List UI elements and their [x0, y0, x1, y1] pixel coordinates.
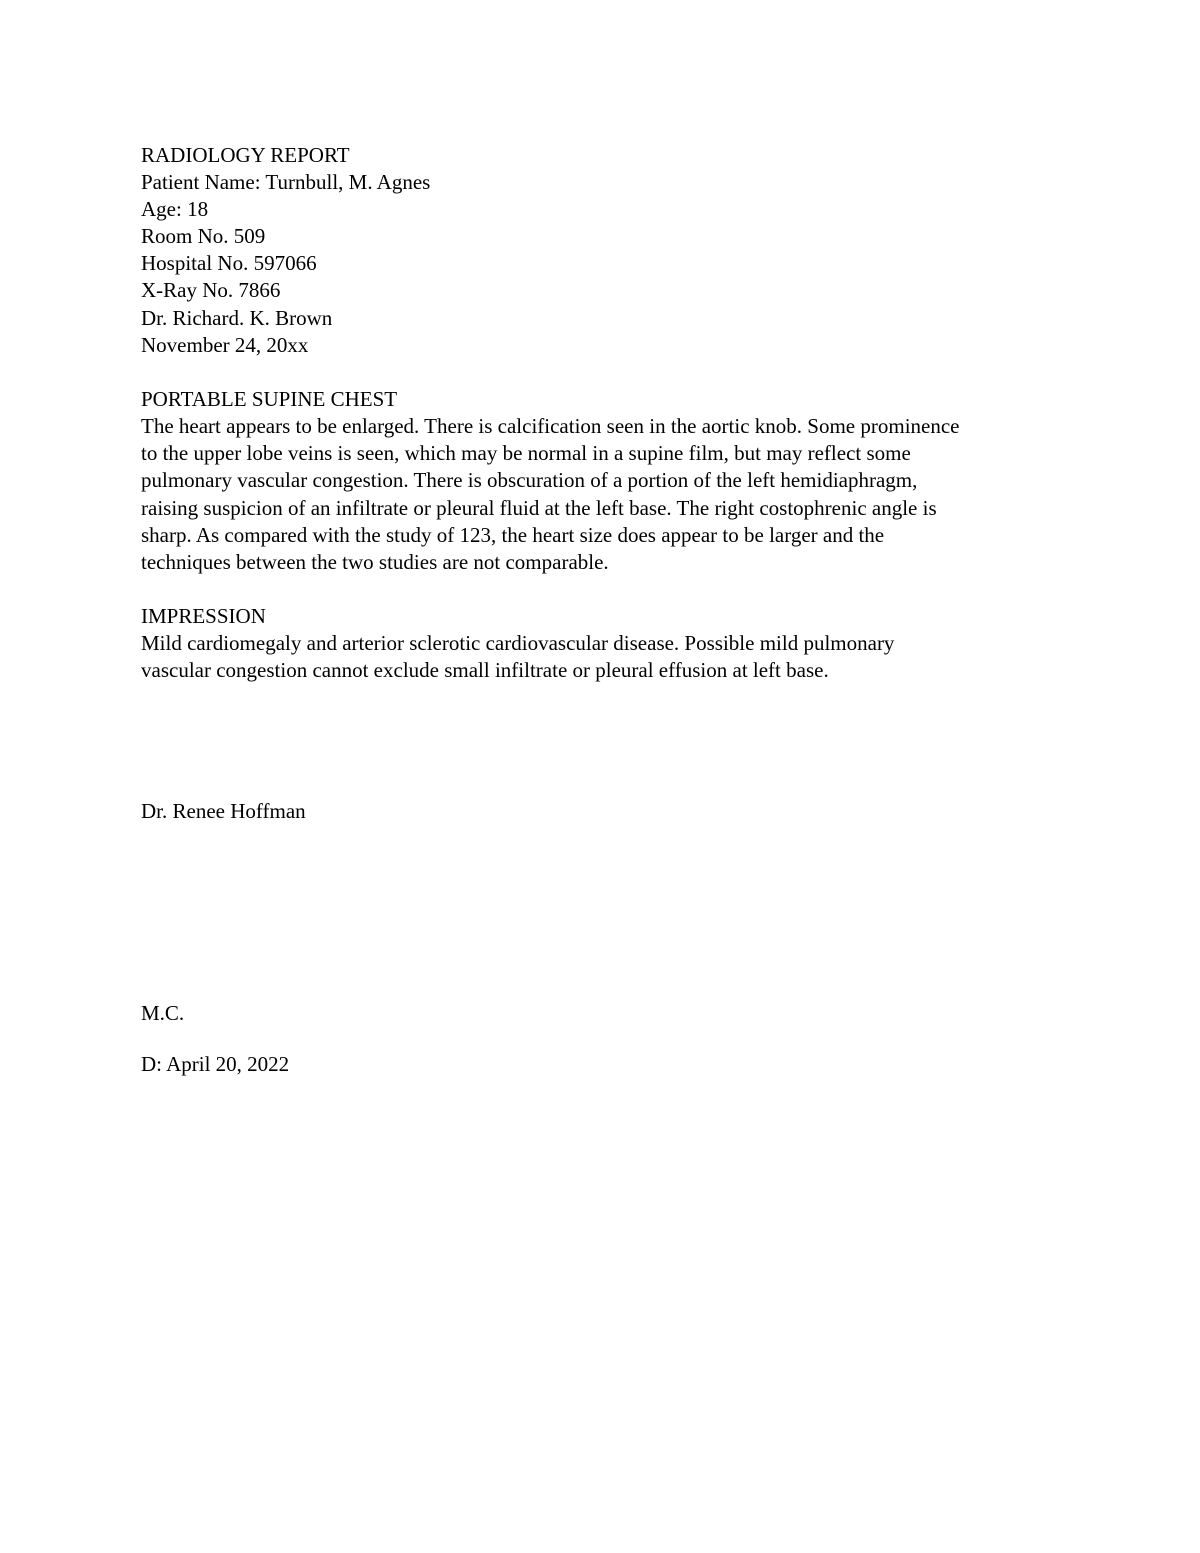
- impression-line: vascular congestion cannot exclude small infiltrate or pleural effusion at left base.: [141, 658, 829, 683]
- findings-text: [141, 413, 1081, 576]
- findings-line: The heart appears to be enlarged. There is calcification seen in the aortic knob. Some prominence: [141, 414, 960, 438]
- room-number: Room No. 509: [141, 224, 266, 248]
- dictation-date: D: April 20, 2022: [141, 1052, 290, 1076]
- impression-heading: IMPRESSION: [141, 604, 266, 628]
- impression-text: [141, 630, 1081, 684]
- hospital-number: Hospital No. 597066: [141, 251, 317, 275]
- report-date: November 24, 20xx: [141, 333, 309, 357]
- transcriptionist-initials: M.C.: [141, 1001, 185, 1025]
- findings-line: raising suspicion of an infiltrate or pleural fluid at the left base. The right costophrenic angle is: [141, 495, 937, 520]
- report-title: RADIOLOGY REPORT: [141, 143, 350, 167]
- impression-line: Mild cardiomegaly and arterior sclerotic cardiovascular disease. Possible mild pulmonary: [141, 631, 895, 655]
- patient-age: Age: 18: [141, 197, 209, 221]
- xray-number: X-Ray No. 7866: [141, 278, 281, 302]
- findings-line: sharp. As compared with the study of 123, the heart size does appear to be larger and the: [141, 522, 885, 547]
- patient-name: Patient Name: Turnbull, M. Agnes: [141, 170, 431, 194]
- findings-line: techniques between the two studies are not comparable.: [141, 550, 609, 575]
- referring-doctor: Dr. Richard. K. Brown: [141, 306, 333, 330]
- findings-line: to the upper lobe veins is seen, which may be normal in a supine film, but may reflect some: [141, 441, 911, 466]
- findings-heading: PORTABLE SUPINE CHEST: [141, 387, 398, 411]
- radiologist-signature: Dr. Renee Hoffman: [141, 799, 306, 823]
- findings-line: pulmonary vascular congestion. There is obscuration of a portion of the left hemidiaphragm,: [141, 468, 918, 493]
